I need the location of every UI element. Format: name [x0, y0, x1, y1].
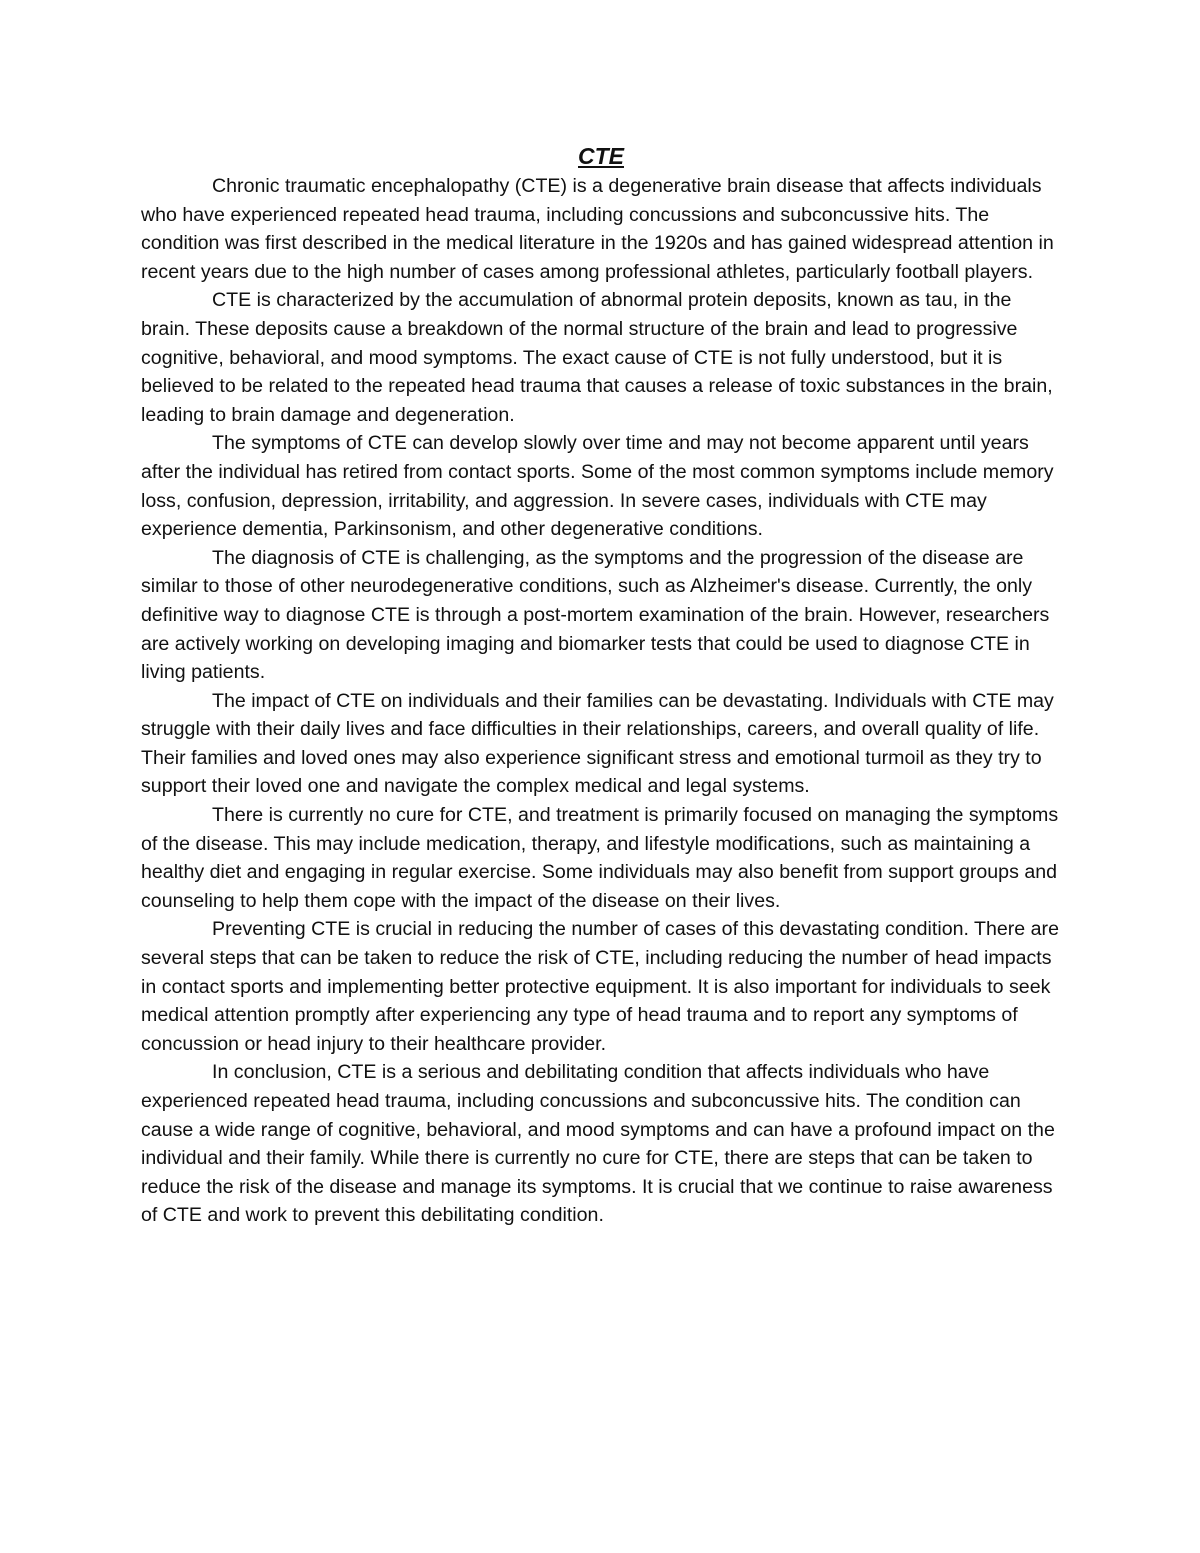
- document-body: [141, 140, 1061, 1230]
- paragraph-characteristics: CTE is characterized by the accumulation of abnormal protein deposits, known as tau, in the brain. These deposits cause a breakdown of the normal structure of the brain and lead to progressive cognitive, behavioral, and mood symptoms. The exact cause of CTE is not fully understood, but it is believed to be related to the repeated head trauma that causes a release of toxic substances in the brain, leading to brain damage and degeneration.: [141, 289, 1053, 426]
- paragraph-treatment: There is currently no cure for CTE, and treatment is primarily focused on managing the symptoms of the disease. This may include medication, therapy, and lifestyle modifications, such as maintaining a healthy diet and engaging in regular exercise. Some individuals may also benefit from support groups and counseling to help them cope with the impact of the disease on their lives.: [141, 804, 1059, 912]
- paragraph-conclusion: In conclusion, CTE is a serious and debilitating condition that affects individuals who have experienced repeated head trauma, including concussions and subconcussive hits. The condition can cause a wide range of cognitive, behavioral, and mood symptoms and can have a profound impact on the individual and their family. While there is currently no cure for CTE, there are steps that can be taken to reduce the risk of the disease and manage its symptoms. It is crucial that we continue to raise awareness of CTE and work to prevent this debilitating condition.: [141, 1061, 1055, 1227]
- paragraph-impact: The impact of CTE on individuals and their families can be devastating. Individuals with CTE may struggle with their daily lives and face difficulties in their relationships, careers, and overall quality of life. Their families and loved ones may also experience significant stress and emotional turmoil as they try to support their loved one and navigate the complex medical and legal systems.: [141, 689, 1054, 798]
- paragraph-intro: Chronic traumatic encephalopathy (CTE) is a degenerative brain disease that affects individuals who have experienced repeated head trauma, including concussions and subconcussive hits. The condition was first described in the medical literature in the 1920s and has gained widespread attention in recent years due to the high number of cases among professional athletes, particularly football players.: [141, 175, 1054, 283]
- paragraph-diagnosis: The diagnosis of CTE is challenging, as the symptoms and the progression of the disease are similar to those of other neurodegenerative conditions, such as Alzheimer's disease. Currently, the only definitive way to diagnose CTE is through a post-mortem examination of the brain. However, researchers are actively working on developing imaging and biomarker tests that could be used to diagnose CTE in living patients.: [141, 546, 1050, 684]
- paragraph-prevention: Preventing CTE is crucial in reducing the number of cases of this devastating condition. There are several steps that can be taken to reduce the risk of CTE, including reducing the number of head impacts in contact sports and implementing better protective equipment. It is also important for individuals to seek medical attention promptly after experiencing any type of head trauma and to report any symptoms of concussion or head injury to their healthcare provider.: [141, 918, 1059, 1055]
- document-title: CTE: [578, 143, 624, 169]
- paragraph-symptoms: The symptoms of CTE can develop slowly over time and may not become apparent until years after the individual has retired from contact sports. Some of the most common symptoms include memory loss, confusion, depression, irritability, and aggression. In severe cases, individuals with CTE may experience dementia, Parkinsonism, and other degenerative conditions.: [141, 432, 1054, 541]
